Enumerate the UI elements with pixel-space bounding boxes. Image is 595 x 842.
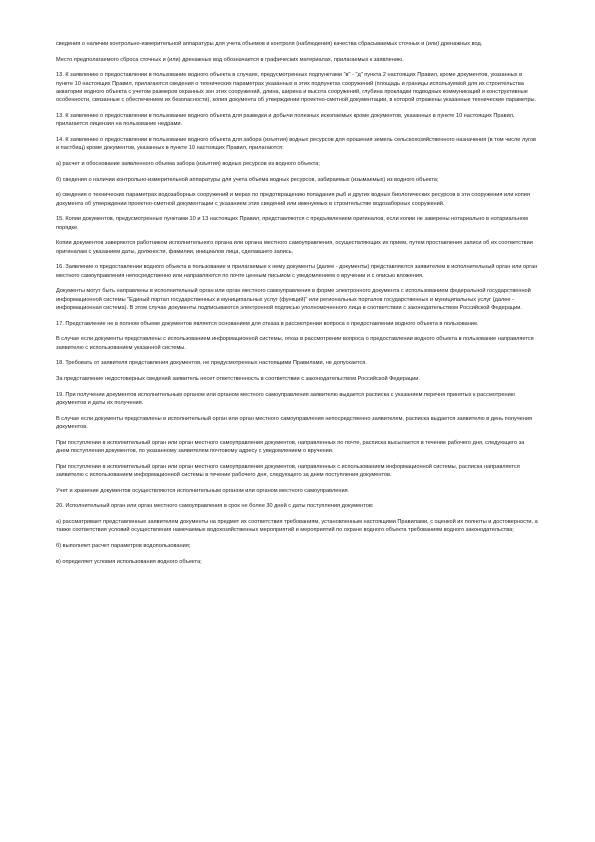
paragraph: 15. Копии документов, предусмотренных пунктами 10 и 13 настоящих Правил, представляются с предъявлением оригиналов, если копии не заверены нотариально в нотариальном порядке. xyxy=(56,216,528,231)
paragraph: Документы могут быть направлены в исполнительный орган или орган местного самоуправления в форме электронного документа с использованием федеральной государственной информационной системы "Единый портал государственных и муниципальных услуг (функций)" или региональных порталов государственных и муниципальных услуг (далее - информационная система). В этом случае документы подписываются электронной подписью уполномоченного лица в соответствии с законодательством Российской Федерации. xyxy=(56,288,531,311)
paragraph: б) сведения о наличии контрольно-измерительной аппаратуры для учета объема водных ресурсов, забираемых (изымаемых) из водного объекта; xyxy=(56,176,439,183)
paragraph: При поступлении в исполнительный орган или орган местного самоуправления документов, направленных по почте, расписка высылается в течение рабочего дня, следующего за днем поступления документов, по указанному заявителем почтовому адресу с уведомлением о вручении. xyxy=(56,439,525,454)
paragraph: в) определяет условия использования водного объекта; xyxy=(56,558,202,565)
paragraph: сведения о наличии контрольно-измерительной аппаратуры для учета объемов и контроля (наблюдения) качества сбрасываемых сточных и (или) дренажных вод. xyxy=(56,41,483,47)
paragraph: Учет и хранение документов осуществляются исполнительным органом или органом местного самоуправления. xyxy=(56,487,350,494)
paragraph: За представление недостоверных сведений заявитель несет ответственность в соответствии с законодательством Российской Федерации. xyxy=(56,375,420,382)
paragraph: а) рассматривает представленные заявителем документы на предмет их соответствия требованиям, установленным настоящими Правилами, с оценкой их полноты и достоверности, а также соответствия условий осуществления намечаемых водохозяйственных мероприятий и мероприятий по охране водного объекта требованиям водного законодательства; xyxy=(56,518,538,534)
paragraph: Копии документов заверяются работником исполнительного органа или органа местного самоуправления, осуществляющих их прием, путем проставления записи об их соответствии оригиналам с указанием даты, должности, фамилии, инициалов лица, сделавшего запись. xyxy=(56,240,533,255)
paragraph: в) сведения о технических параметрах водозаборных сооружений и мерах по предотвращению попадания рыб и других водных биологических ресурсов в эти сооружения или копия документа об утверждении проектно-сметной документации с указанием этих сведений или именуемых в строительстве водозаборных сооружений. xyxy=(56,192,530,207)
paragraph: При поступлении в исполнительный орган или орган местного самоуправления документов, направленных с использованием информационной системы, расписка направляется заявителю с использованием информационной системы в течение рабочего дня, следующего за днем поступления документов. xyxy=(56,463,520,478)
paragraph: б) выполняет расчет параметров водопользования; xyxy=(56,542,191,549)
paragraph: 20. Исполнительный орган или орган местного самоуправления в срок не более 30 дней с даты поступления документов: xyxy=(56,503,374,510)
paragraph: Место предполагаемого сброса сточных и (или) дренажных вод обозначается в графических материалах, прилагаемых к заявлению. xyxy=(56,56,404,63)
paragraph: В случае если документы представлены в исполнительный орган или орган местного самоуправления непосредственно заявителем, расписка выдается заявителю в день получения документов. xyxy=(56,415,533,430)
paragraph: В случае если документы представлены с использованием информационной системы, отказ в рассмотрении вопроса о предоставлении водного объекта в пользование направляется заявителю с использованием указанной системы. xyxy=(56,336,534,351)
paragraph: 18. Требовать от заявителя представления документов, не предусмотренных настоящими Правилами, не допускается. xyxy=(56,360,367,367)
paragraph: 19. При получении документов исполнительным органом или органом местного самоуправления заявителю выдается расписка с указанием перечня принятых к рассмотрению документов и даты их получения. xyxy=(56,391,515,406)
paragraph: 16. Заявление о предоставлении водного объекта в пользование и прилагаемые к нему документы (далее - документы) представляются заявителем в исполнительный орган или орган местного самоуправления непосредственно или направляются по почте ценным письмом с уведомлением о вручении и с описью вложения. xyxy=(56,264,538,279)
paragraph: 13. К заявлению о предоставлении в пользование водного объекта в случаях, предусмотренных подпунктами "в" - "д" пункта 2 настоящих Правил, кроме документов, указанных в пункте 10 настоящих Правил, прилагаются сведения о технических параметрах указанных в этих подпунктах сооружений (площадь и границы используемой для их строительства акватории водного объекта с учетом размеров охранных зон этих сооружений, длина, ширина и высота сооружений, глубина прокладки подводных коммуникаций и конструктивные особенности, связанные с обеспечением их безопасности), копия документа об утверждении проектно-сметной документации, в которой отражены указанные технические параметры. xyxy=(56,72,537,104)
paragraph: 17. Представление не в полном объеме документов является основанием для отказа в рассмотрении вопроса о предоставлении водного объекта в пользование. xyxy=(56,320,479,327)
document-page xyxy=(56,40,539,573)
paragraph: 14. К заявлению о предоставлении в пользование водного объекта для забора (изъятия) водных ресурсов для орошения земель сельскохозяйственного назначения (в том числе лугов и пастбищ) кроме документов, указанных в пункте 10 настоящих Правил, прилагаются: xyxy=(56,136,537,152)
paragraph: а) расчет и обоснование заявленного объема забора (изъятия) водных ресурсов из водного объекта; xyxy=(56,160,320,167)
paragraph: 13. К заявлению о предоставлении в пользование водного объекта для разведки и добычи полезных ископаемых кроме документов, указанных в пункте 10 настоящих Правил, прилагается лицензия на пользование недрами. xyxy=(56,112,515,128)
